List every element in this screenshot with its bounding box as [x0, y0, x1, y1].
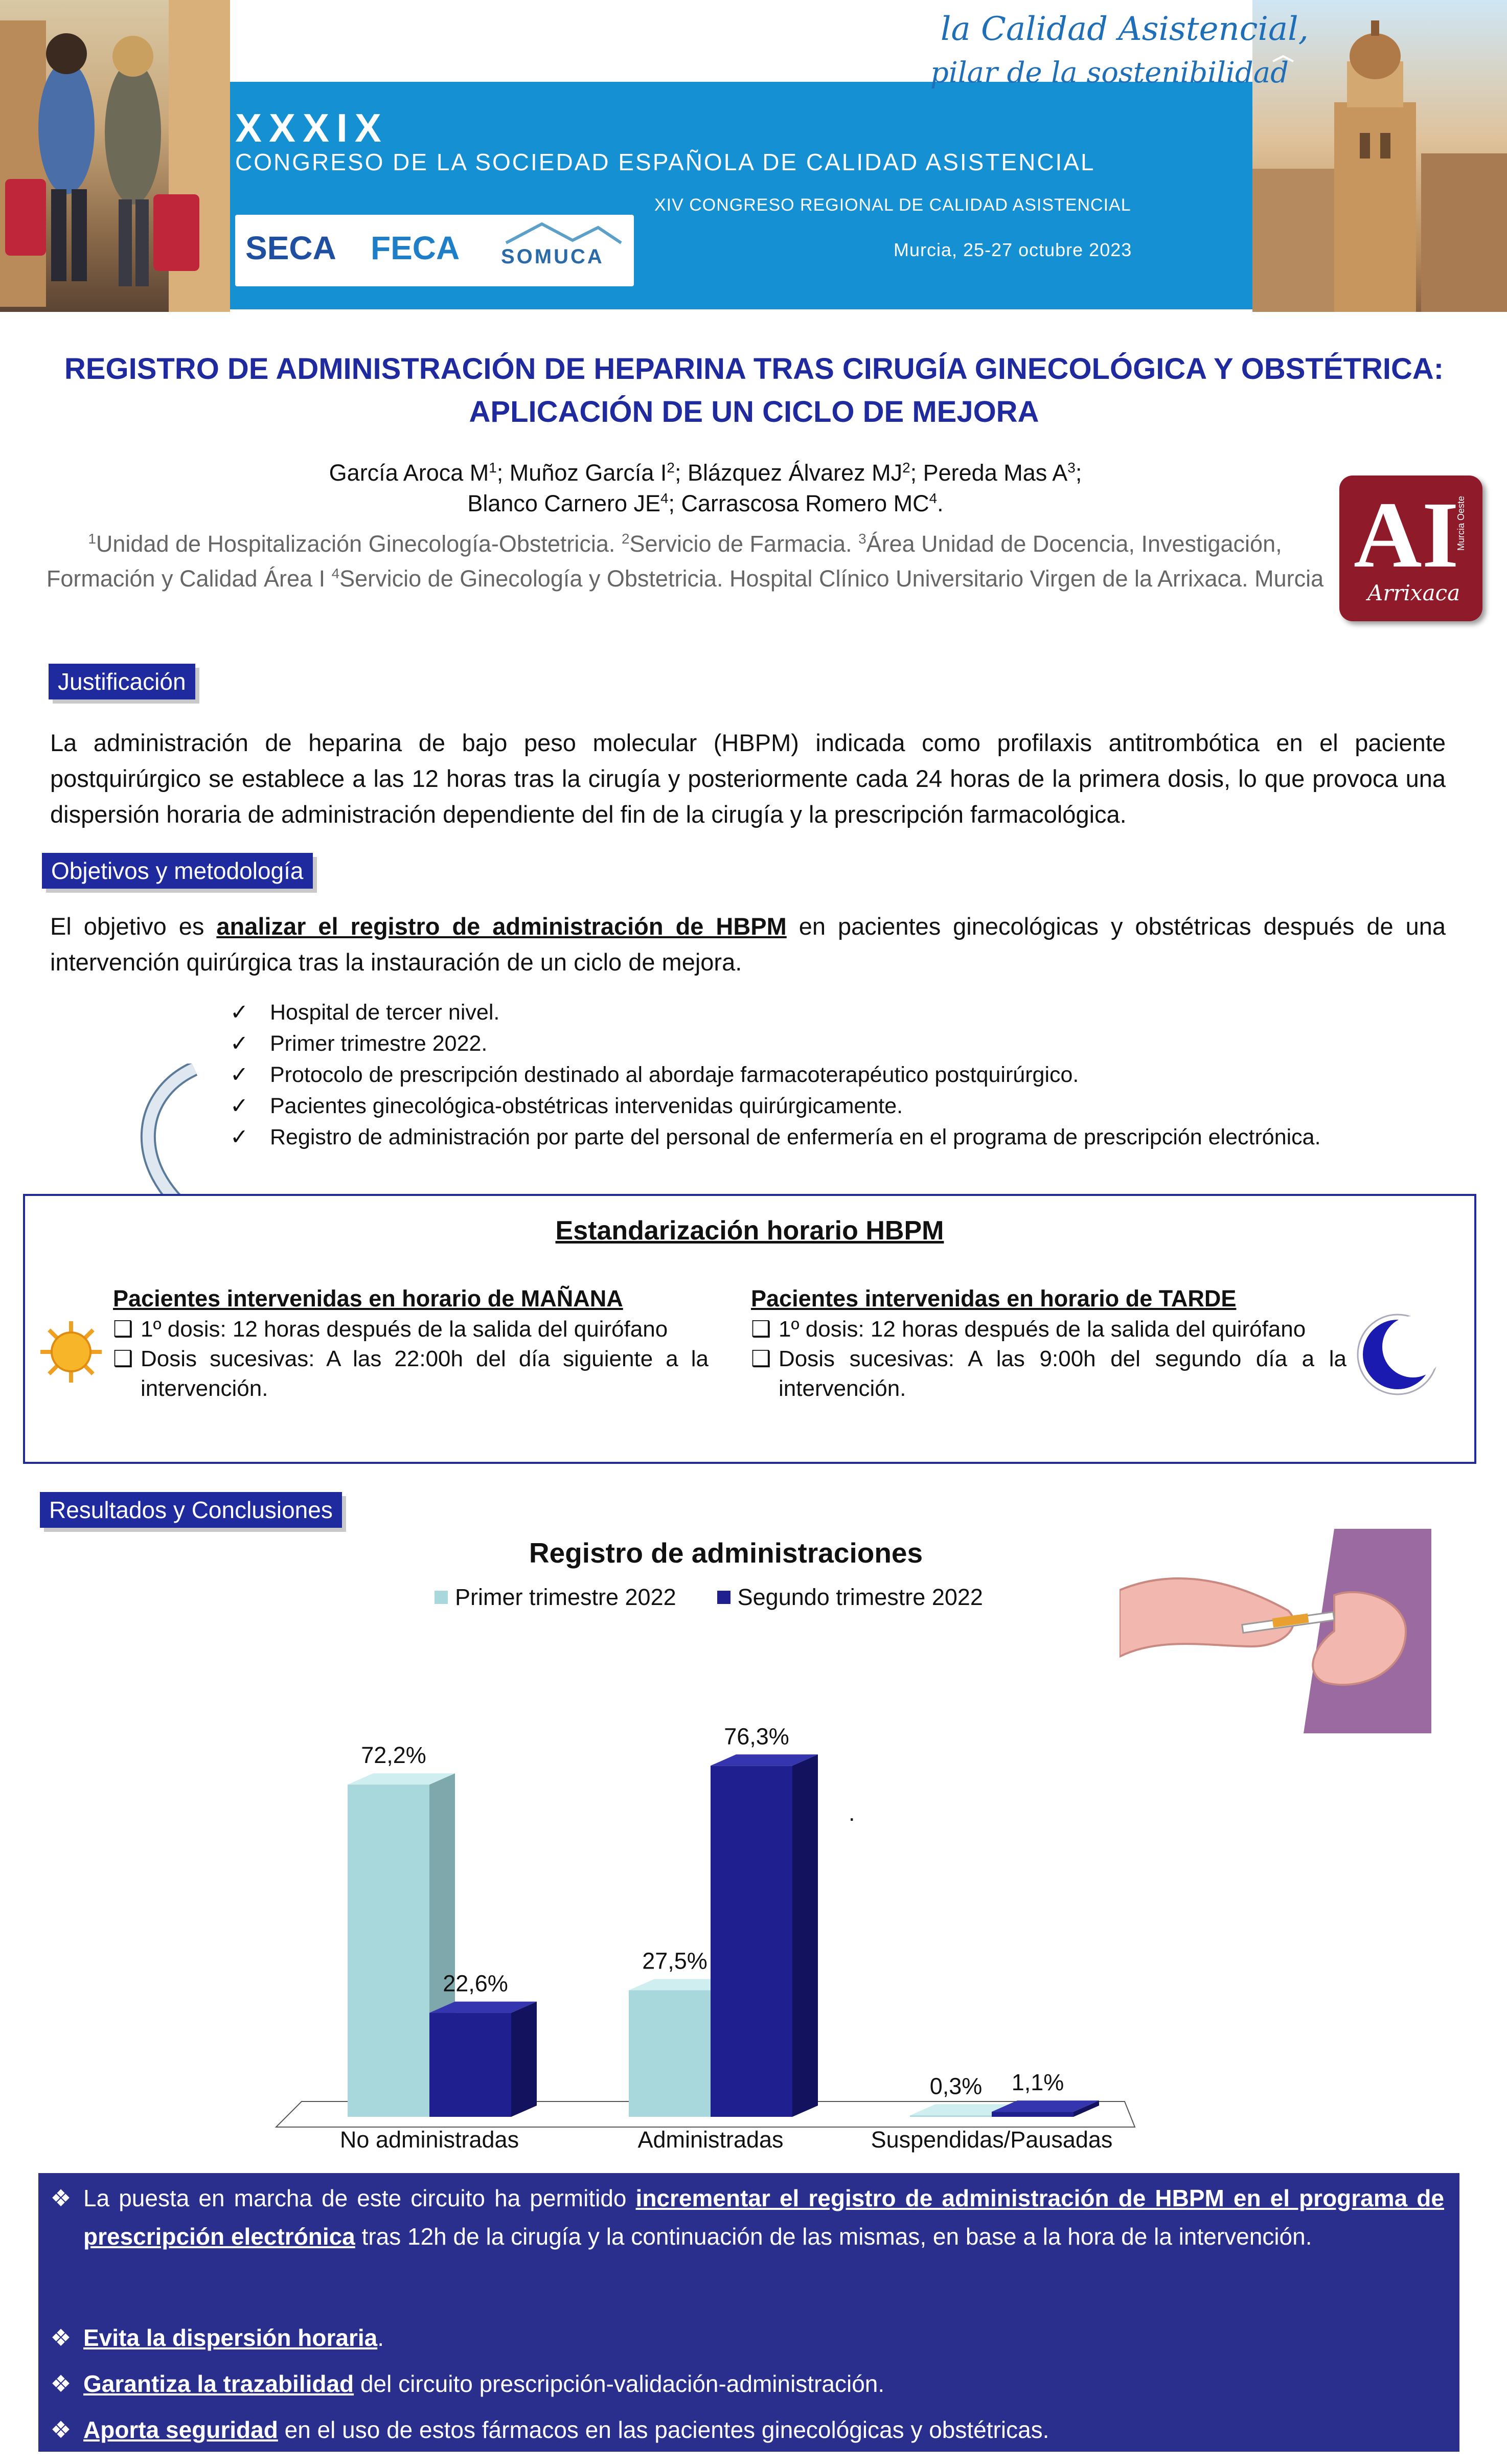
author-name: Blanco Carnero JE — [467, 490, 661, 516]
moon-icon — [1354, 1311, 1441, 1398]
check-icon: ✓ — [230, 1063, 249, 1087]
travelers-illustration — [0, 0, 230, 312]
congress-banner — [0, 0, 1507, 312]
list-item-text: 1º dosis: 12 horas después de la salida del quirófano — [141, 1317, 668, 1342]
list-item — [230, 1059, 1385, 1091]
list-item-text: Registro de administración por parte del personal de enfermería en el programa de prescripción electrónica. — [270, 1125, 1321, 1149]
conclusion-emphasis: Aporta seguridad — [83, 2416, 278, 2443]
somuca-roof-icon — [501, 220, 624, 245]
check-icon: ✓ — [230, 1031, 249, 1056]
list-item-text: 1º dosis: 12 horas después de la salida del quirófano — [779, 1317, 1306, 1342]
slogan-line-2: pilar de la sostenibilidad — [930, 56, 1289, 89]
bar — [429, 2013, 511, 2117]
standardization-title: Estandarización horario HBPM — [555, 1216, 944, 1246]
bar — [348, 1784, 429, 2117]
location-date: Murcia, 25-27 octubre 2023 — [894, 239, 1132, 260]
list-item — [751, 1344, 1346, 1404]
methodology-checklist — [230, 997, 1385, 1153]
ai-logo-word: Arrixaca — [1367, 580, 1460, 605]
list-item — [230, 1091, 1385, 1122]
diamond-bullet-icon: ❖ — [50, 2370, 72, 2397]
check-icon: ✓ — [230, 1125, 249, 1149]
legend-label: Segundo trimestre 2022 — [737, 1584, 983, 1610]
feca-logo: FECA — [371, 230, 460, 266]
author-name: ; Muñoz García I — [496, 460, 667, 486]
objetivo-pre: El objetivo es — [50, 913, 217, 940]
author-affil-mark: 4 — [660, 490, 669, 506]
conclusion-item — [38, 2411, 1459, 2449]
affil-mark: 2 — [621, 531, 630, 547]
bar-side — [792, 1754, 818, 2117]
checkbox-icon: ❑ — [113, 1317, 133, 1342]
bar — [910, 2115, 992, 2117]
diamond-bullet-icon: ❖ — [50, 2324, 72, 2351]
list-item-text: Primer trimestre 2022. — [270, 1031, 488, 1056]
arrixaca-logo — [1339, 476, 1482, 621]
checkbox-icon: ❑ — [113, 1346, 133, 1371]
data-label: 22,6% — [443, 1970, 508, 1997]
data-label: 76,3% — [724, 1723, 789, 1750]
diamond-bullet-icon: ❖ — [50, 2416, 72, 2443]
conclusion-emphasis: Garantiza la trazabilidad — [83, 2370, 354, 2397]
conclusion-text: . — [377, 2324, 384, 2351]
list-item — [230, 1028, 1385, 1059]
conclusion-text: La puesta en marcha de este circuito ha permitido — [83, 2185, 636, 2211]
author-name: García Aroca M — [329, 460, 489, 486]
affiliation-text: Área Unidad de Docencia, Investigación, Formación y Calidad Área I — [46, 531, 1282, 592]
affiliation-text: Servicio de Ginecología y Obstetricia. Hospital Clínico Universitario Virgen de la Arrixaca. Murcia — [339, 566, 1324, 592]
title-line-1: REGISTRO DE ADMINISTRACIÓN DE HEPARINA TRAS CIRUGÍA GINECOLÓGICA Y OBSTÉTRICA: — [64, 352, 1444, 386]
data-label: 0,3% — [929, 2073, 983, 2099]
author-affil-mark: 2 — [667, 460, 675, 476]
seca-logo: SECA — [245, 230, 336, 266]
somuca-logo: SOMUCA — [501, 245, 604, 268]
heparin-injection-image — [1120, 1529, 1431, 1733]
morning-list — [113, 1315, 709, 1404]
list-item — [230, 997, 1385, 1028]
regional-congress: XIV CONGRESO REGIONAL DE CALIDAD ASISTENCIAL — [654, 195, 1131, 215]
list-item — [113, 1344, 709, 1404]
data-label: 72,2% — [361, 1742, 426, 1769]
author-name: ; Carrascosa Romero MC — [668, 490, 929, 516]
chart-legend — [435, 1584, 983, 1611]
conclusion-text: tras 12h de la cirugía y la continuación de las mismas, en base a la hora de la intervención. — [355, 2223, 1312, 2250]
conclusion-item — [38, 2319, 1459, 2357]
author-affil-mark: 4 — [929, 490, 938, 506]
legend-label: Primer trimestre 2022 — [455, 1584, 676, 1610]
section-resultados: Resultados y Conclusiones — [40, 1492, 342, 1528]
category-label: Suspendidas/Pausadas — [871, 2127, 1113, 2153]
legend-swatch — [717, 1591, 730, 1604]
check-icon: ✓ — [230, 1000, 249, 1025]
list-item — [113, 1315, 709, 1344]
check-icon: ✓ — [230, 1094, 249, 1118]
affiliation-text: Servicio de Farmacia. — [629, 531, 859, 557]
list-item — [230, 1122, 1385, 1153]
objetivo-post: en pacientes ginecológicas y obstétricas después de una intervención quirúrgica tras la instauración de un ciclo de mejora. — [50, 913, 1446, 976]
ai-logo-letters: AI — [1354, 483, 1459, 587]
list-item-text: Dosis sucesivas: A las 22:00h del día siguiente a la intervención. — [141, 1346, 709, 1401]
affil-mark: 4 — [331, 566, 340, 581]
author-affil-mark: 3 — [1067, 460, 1076, 476]
bar — [992, 2112, 1074, 2117]
afternoon-list — [751, 1315, 1346, 1404]
section-justificacion: Justificación — [49, 664, 195, 699]
poster-title — [31, 348, 1477, 434]
conclusion-text: en el uso de estos fármacos en las pacientes ginecológicas y obstétricas. — [278, 2416, 1049, 2443]
title-line-2: APLICACIÓN DE UN CICLO DE MEJORA — [469, 395, 1039, 428]
affiliation-text: Unidad de Hospitalización Ginecología-Obstetricia. — [96, 531, 622, 557]
conclusion-emphasis: incrementar el registro de administración de HBPM en el programa de prescripción electrónica — [83, 2185, 1444, 2250]
affil-mark: 1 — [88, 531, 96, 547]
morning-title: Pacientes intervenidas en horario de MAÑANA — [113, 1285, 623, 1312]
bar — [629, 1991, 711, 2117]
category-label: No administradas — [339, 2127, 519, 2153]
checkbox-icon: ❑ — [751, 1317, 771, 1342]
author-separator: ; — [1075, 460, 1082, 486]
affil-mark: 3 — [858, 531, 866, 547]
diamond-bullet-icon: ❖ — [50, 2185, 72, 2211]
slogan-line-1: la Calidad Asistencial, — [941, 10, 1309, 48]
congress-number: XXXIX — [235, 105, 389, 150]
chart-title: Registro de administraciones — [529, 1537, 923, 1569]
conclusion-item — [38, 2179, 1459, 2256]
objetivo-text — [50, 909, 1446, 980]
category-label: Administradas — [637, 2127, 784, 2153]
list-item-text: Dosis sucesivas: A las 9:00h del segundo día a la intervención. — [779, 1346, 1346, 1401]
list-item-text: Hospital de tercer nivel. — [270, 1000, 500, 1025]
congress-name: CONGRESO DE LA SOCIEDAD ESPAÑOLA DE CALIDAD ASISTENCIAL — [235, 149, 1095, 175]
legend-swatch — [435, 1591, 448, 1604]
afternoon-title: Pacientes intervenidas en horario de TARDE — [751, 1285, 1237, 1312]
affiliations — [41, 527, 1329, 596]
author-name: ; Pereda Mas A — [910, 460, 1068, 486]
bar-side — [511, 2002, 537, 2117]
justificacion-text: La administración de heparina de bajo peso molecular (HBPM) indicada como profilaxis antitrombótica en el paciente postquirúrgico se establece a las 12 horas tras la cirugía y posteriormente cada 24 horas de la primera dosis, lo que provoca una dispersión horaria de administración dependiente del fin de la cirugía y la prescripción farmacológica. — [50, 729, 1446, 828]
conclusion-text: del circuito prescripción-validación-administración. — [354, 2370, 885, 2397]
author-name: ; Blázquez Álvarez MJ — [674, 460, 903, 486]
conclusion-emphasis: Evita la dispersión horaria — [83, 2324, 378, 2351]
conclusions-box — [38, 2173, 1459, 2452]
street-illustration — [0, 0, 230, 312]
organization-logos — [235, 215, 634, 286]
checkbox-icon: ❑ — [751, 1346, 771, 1371]
bar-chart — [256, 1626, 1150, 2153]
conclusion-item — [38, 2365, 1459, 2403]
list-item — [751, 1315, 1346, 1344]
ai-logo-side-text: Murcia Oeste — [1456, 496, 1466, 551]
list-item-text: Pacientes ginecológica-obstétricas intervenidas quirúrgicamente. — [270, 1094, 903, 1118]
author-affil-mark: 1 — [489, 460, 497, 476]
data-label: 1,1% — [1011, 2069, 1064, 2096]
section-objetivos: Objetivos y metodología — [42, 853, 313, 889]
list-item-text: Protocolo de prescripción destinado al abordaje farmacoterapéutico postquirúrgico. — [270, 1063, 1079, 1087]
bar — [711, 1766, 792, 2117]
authors — [153, 458, 1258, 519]
data-label: 27,5% — [642, 1948, 707, 1974]
author-affil-mark: 2 — [902, 460, 910, 476]
stray-mark: . — [849, 1800, 855, 1826]
objetivo-emphasis: analizar el registro de administración de HBPM — [216, 913, 787, 940]
standardization-box — [23, 1194, 1476, 1464]
author-separator: . — [937, 490, 944, 516]
sun-icon — [38, 1319, 104, 1385]
